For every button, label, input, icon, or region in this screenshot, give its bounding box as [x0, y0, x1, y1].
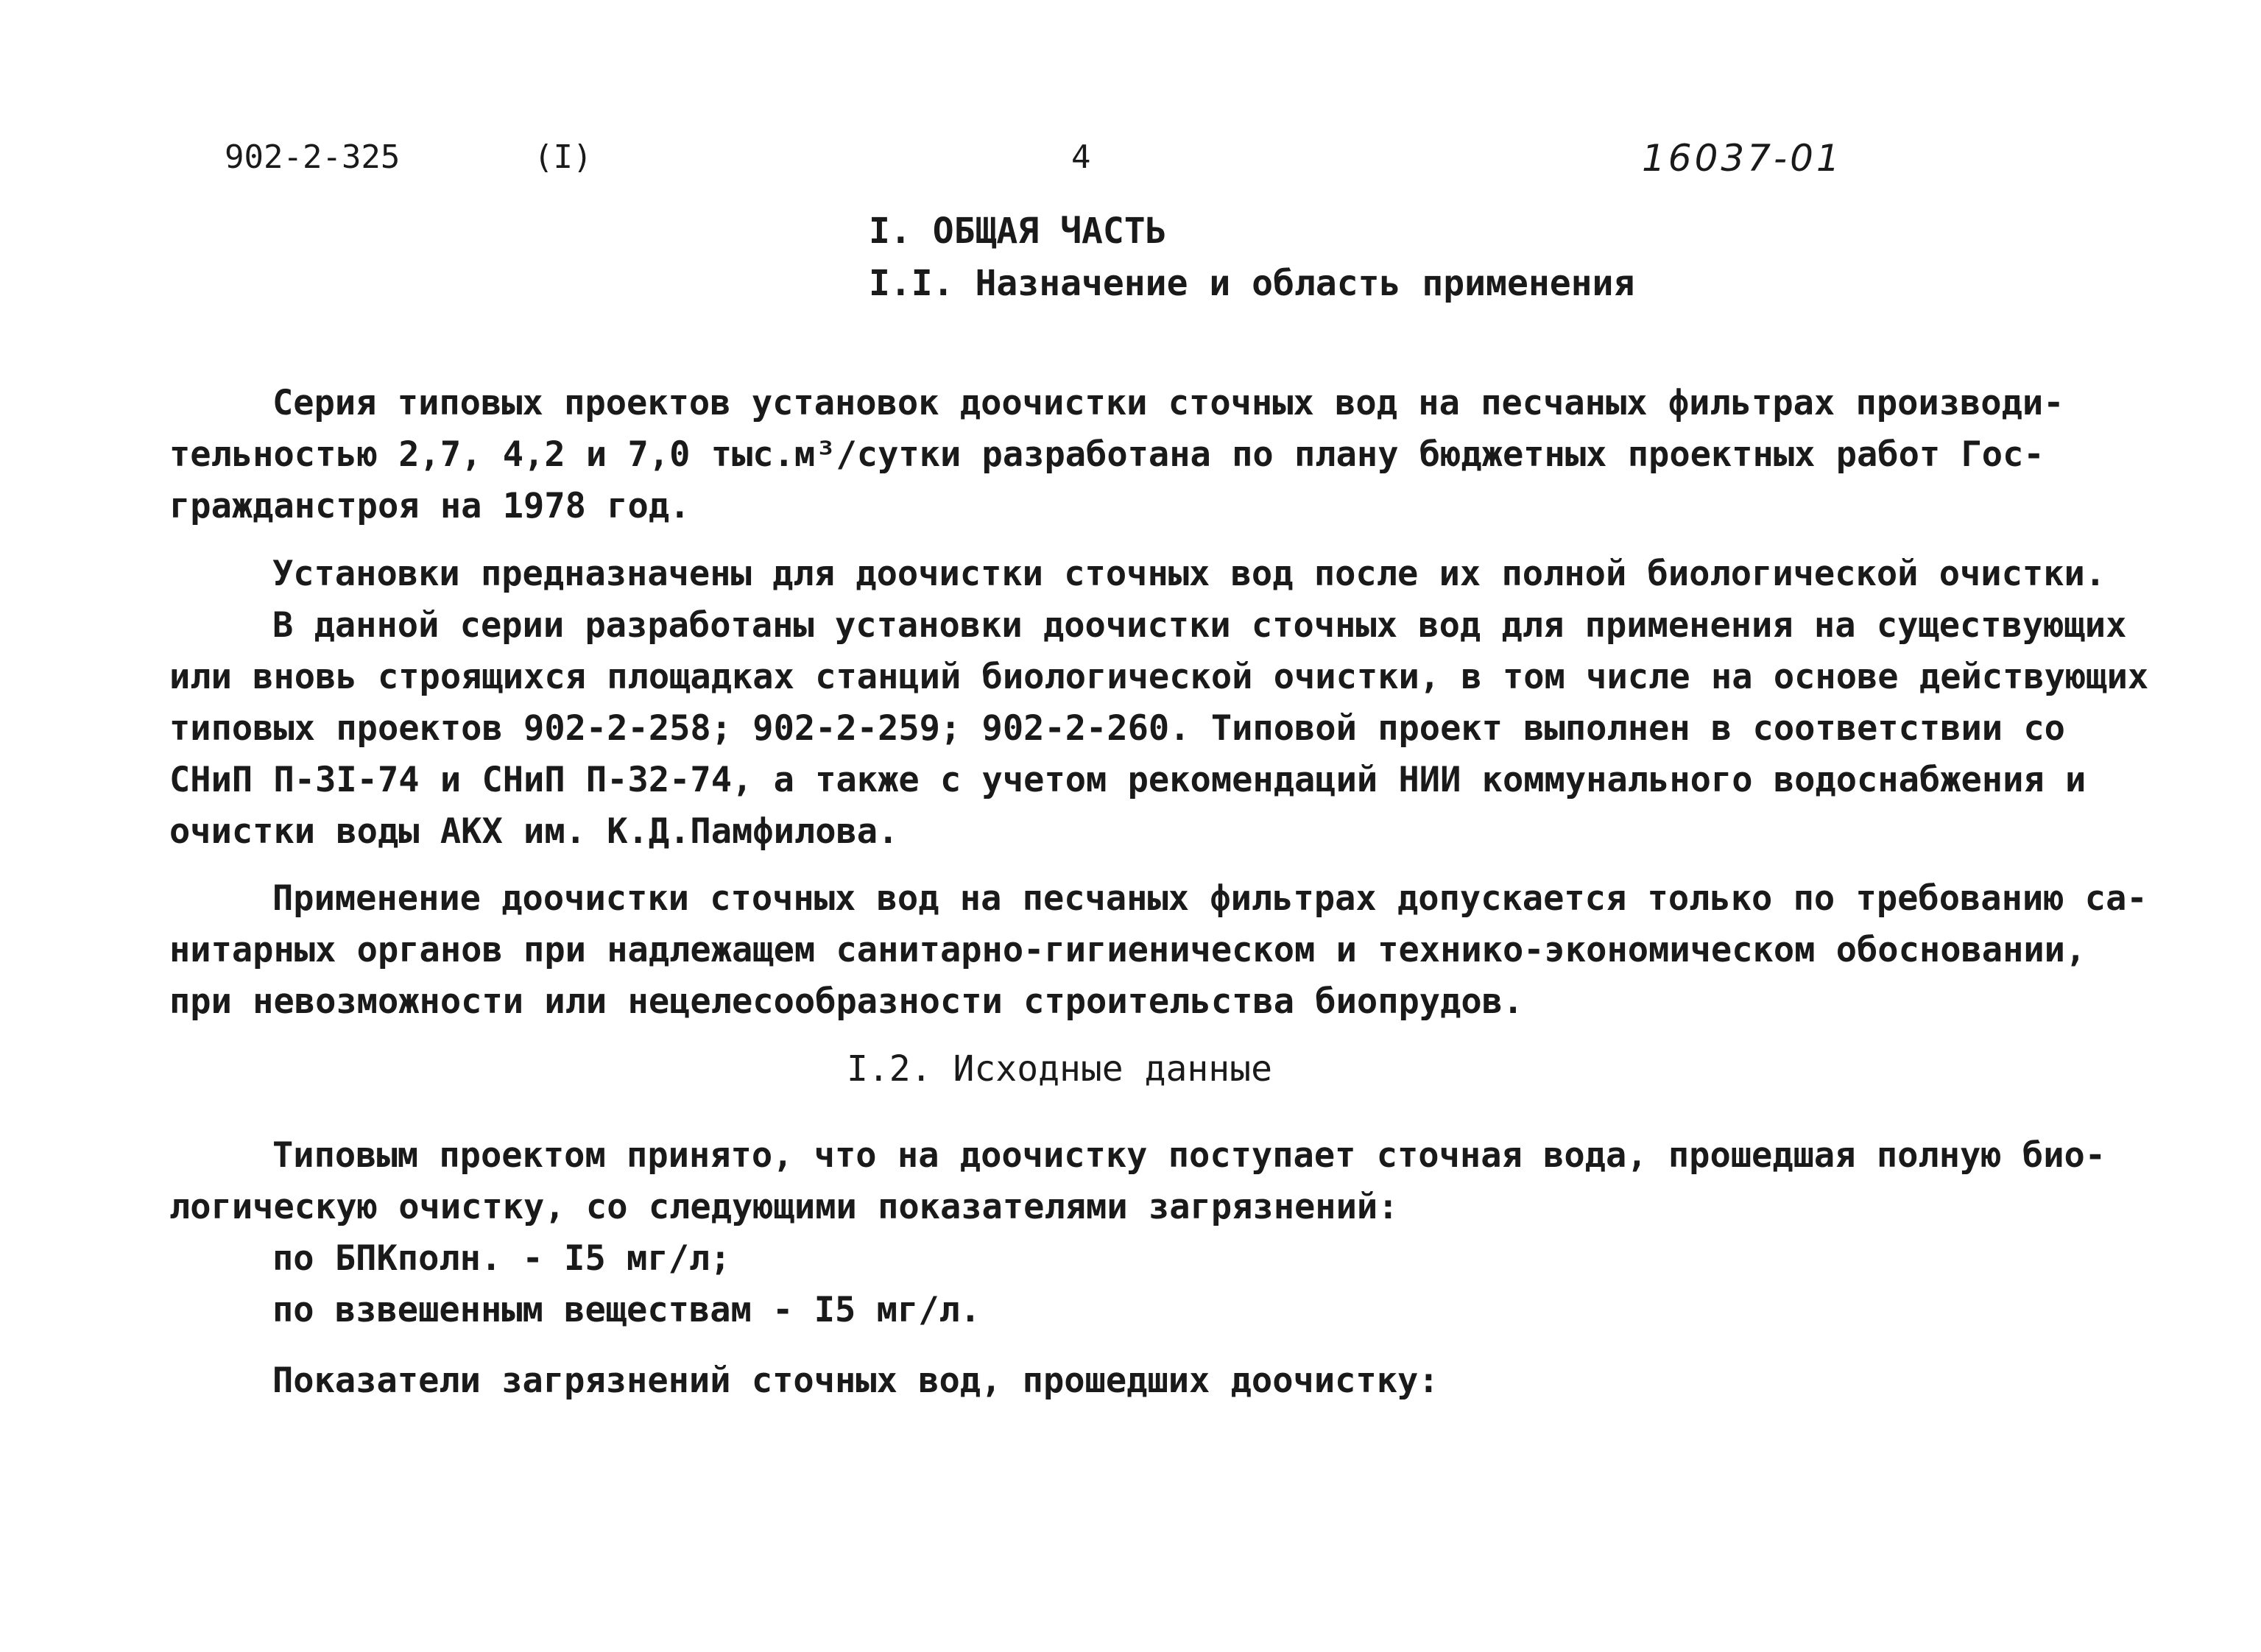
text-line: при невозможности или нецелесообразности строительства биопрудов.: [169, 981, 1524, 1022]
text-line: Показатели загрязнений сточных вод, прошедших доочистку:: [272, 1360, 1439, 1401]
text-line: очистки воды АКХ им. К.Д.Памфилова.: [169, 811, 899, 852]
text-line: или вновь строящихся площадках станций биологической очистки, в том числе на основе действующих: [169, 657, 2149, 697]
text-line: Типовым проектом принято, что на доочистку поступает сточная вода, прошедшая полную био-: [272, 1135, 2106, 1176]
text-line: В данной серии разработаны установки доочистки сточных вод для применения на существующих: [272, 605, 2127, 646]
text-line: тельностью 2,7, 4,2 и 7,0 тыс.м³/сутки разработана по плану бюджетных проектных работ Гос-: [169, 434, 2045, 475]
inventory-stamp: 16037-01: [1642, 137, 1843, 180]
text-line: нитарных органов при надлежащем санитарно-гигиеническом и технико-экономическом обосновании,: [169, 930, 2087, 970]
page-number: 4: [1071, 138, 1091, 176]
text-line: по БПКполн. - I5 мг/л;: [272, 1238, 731, 1279]
text-line: по взвешенным веществам - I5 мг/л.: [272, 1290, 981, 1330]
text-line: СНиП П-3I-74 и СНиП П-32-74, а также с учетом рекомендаций НИИ коммунального водоснабжения и: [169, 760, 2087, 800]
text-line: логическую очистку, со следующими показателями загрязнений:: [169, 1187, 1399, 1227]
text-line: типовых проектов 902-2-258; 902-2-259; 902-2-260. Типовой проект выполнен в соответствии со: [169, 708, 2065, 749]
doc-code: 902-2-325: [225, 138, 401, 176]
section-subtitle: I.I. Назначение и область применения: [869, 263, 1635, 304]
text-line: гражданстроя на 1978 год.: [169, 486, 691, 526]
volume-number: (I): [534, 138, 593, 176]
text-line: Серия типовых проектов установок доочистки сточных вод на песчаных фильтрах производи-: [272, 383, 2064, 423]
section-title: I. ОБЩАЯ ЧАСТЬ: [869, 211, 1167, 252]
text-line: Установки предназначены для доочистки сточных вод после их полной биологической очистки.: [272, 554, 2106, 594]
text-line: Применение доочистки сточных вод на песчаных фильтрах допускается только по требованию са-: [272, 878, 2148, 919]
subsection-title: I.2. Исходные данные: [847, 1048, 1272, 1090]
